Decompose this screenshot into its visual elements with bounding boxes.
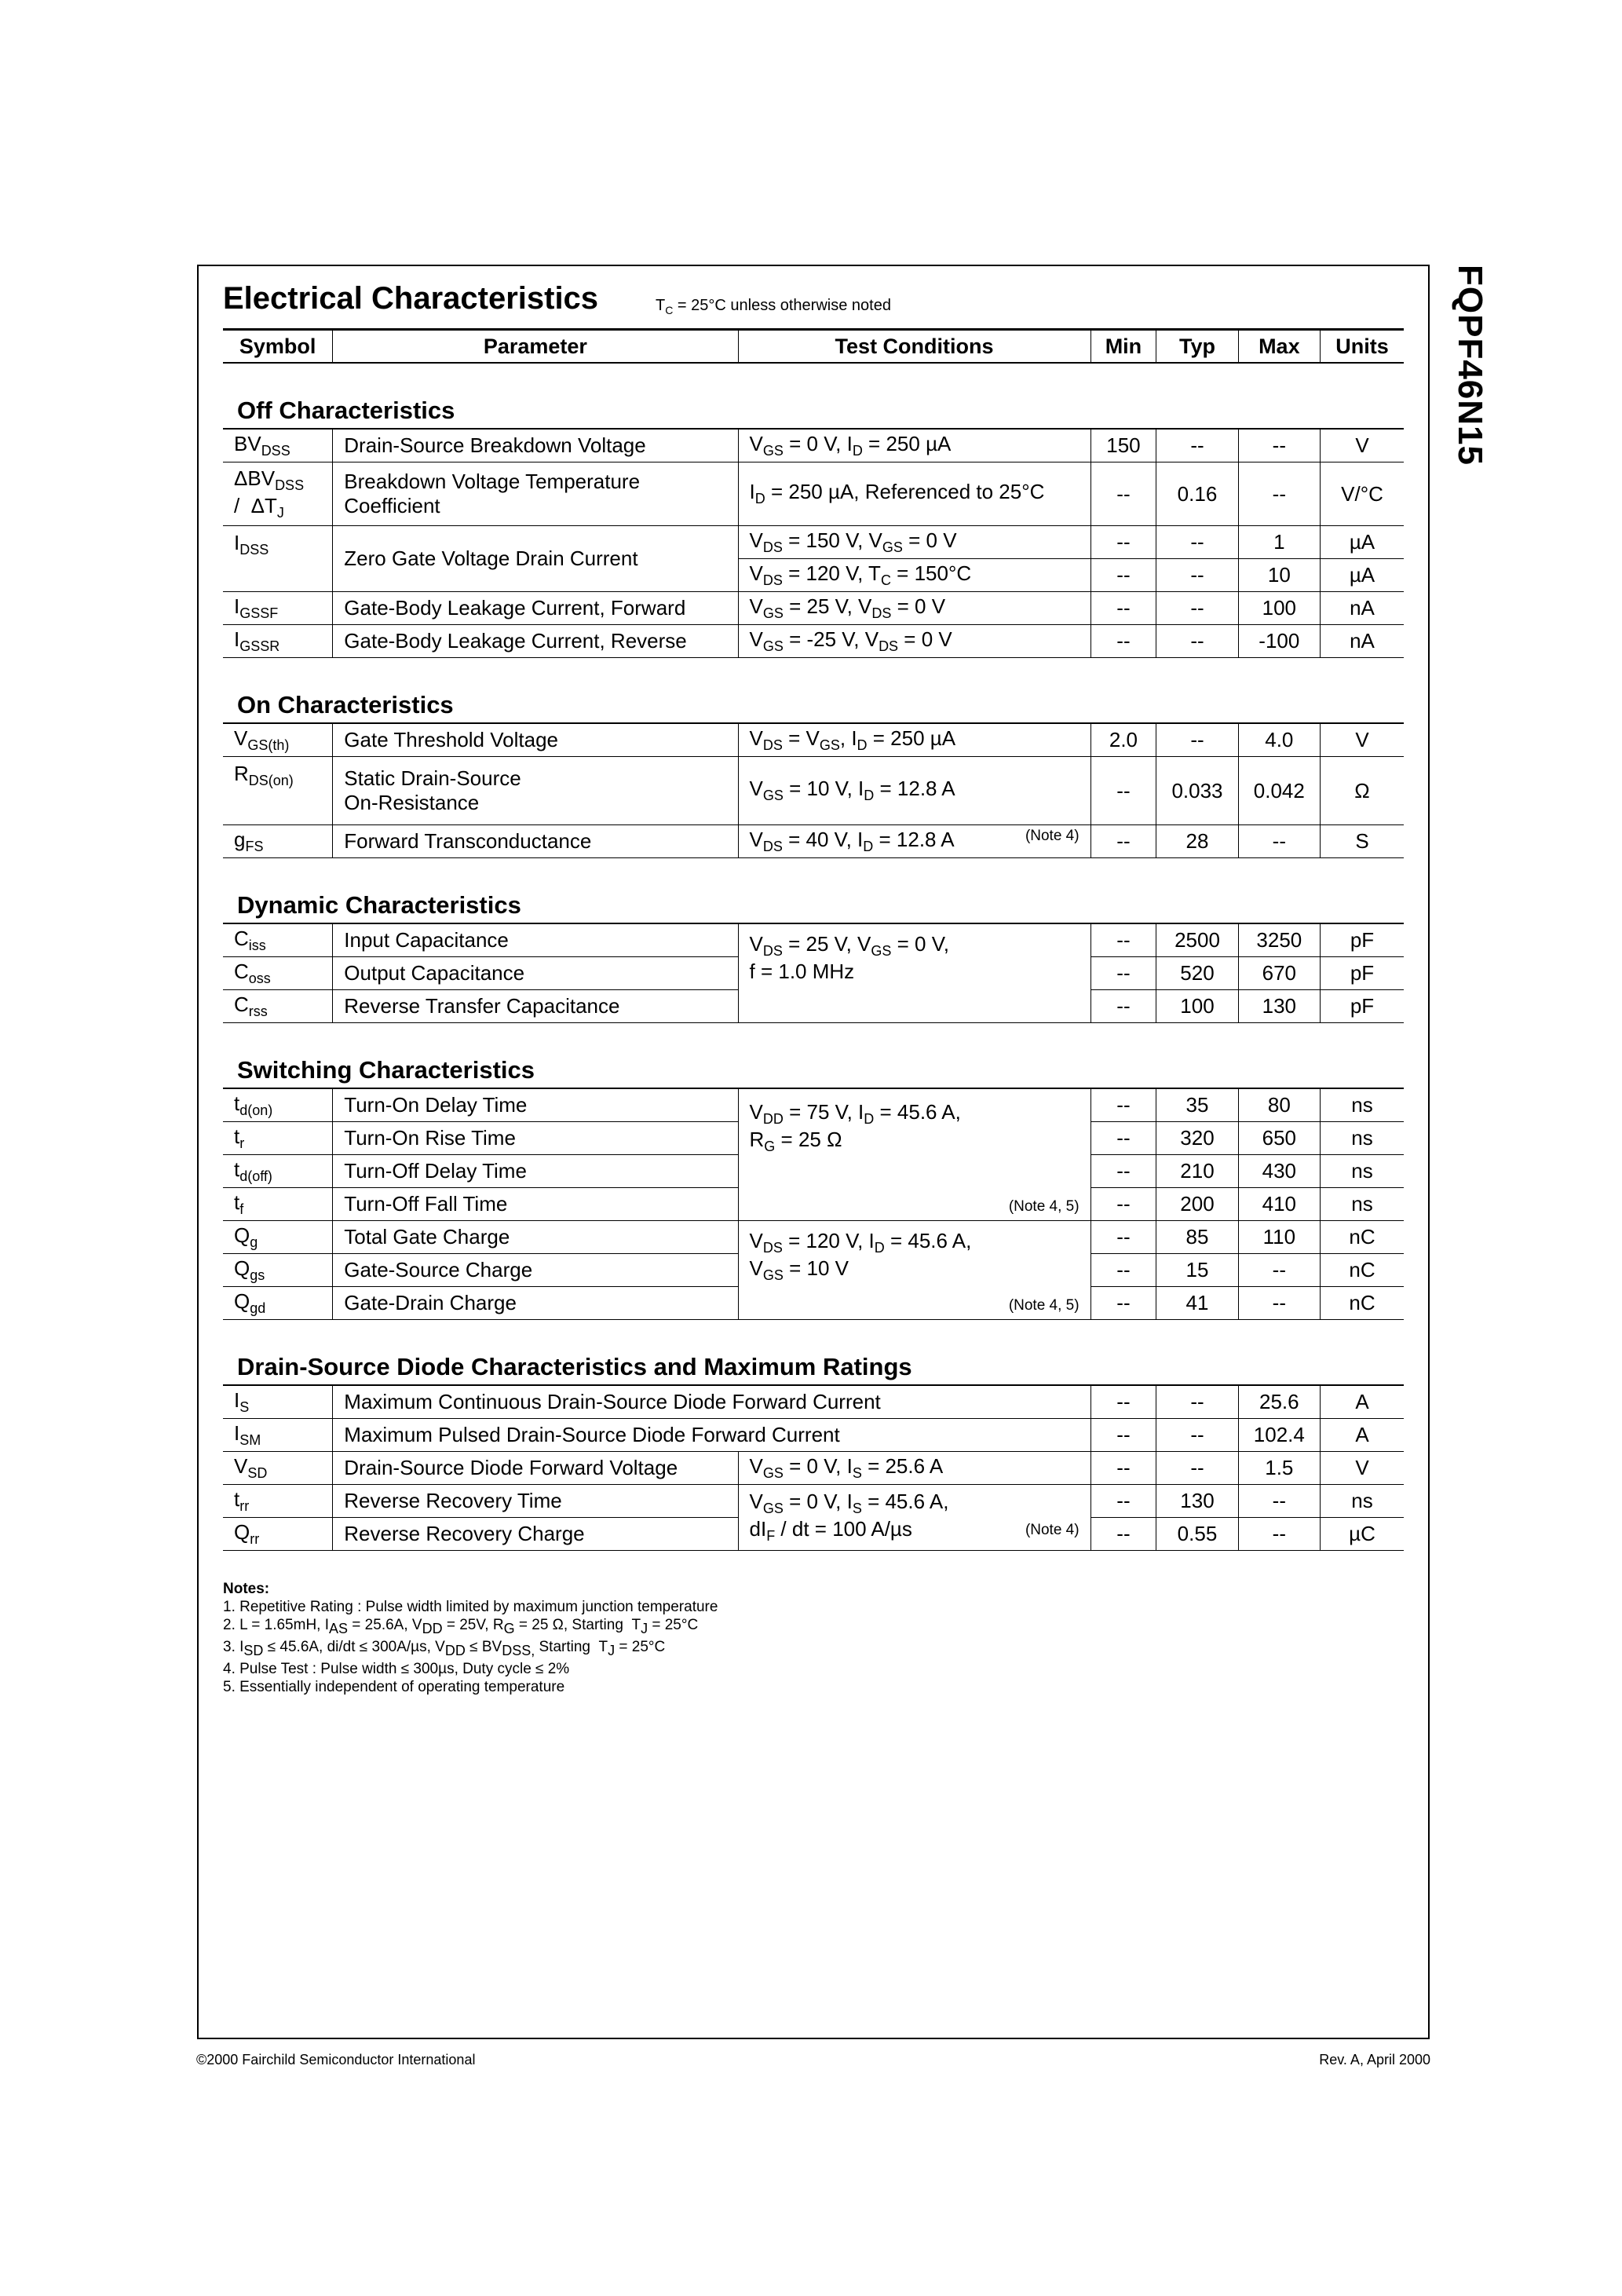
section-heading: On Characteristics [223, 658, 1404, 724]
table-row: $BV_{DSS}$ Drain-Source Breakdown Voltage $V_{GS} = 0$ V, $I_D = 250$ µA 150 -- -- V [223, 429, 1404, 462]
table-row: $t_{rr}$ Reverse Recovery Time $V_{GS} = 0$ V, $I_S = 45.6$ A, $dI_F$ / dt = 100 A/µs (Note 4) -- 130 -- ns [223, 1485, 1404, 1518]
table-row: $C_{rss}$ Reverse Transfer Capacitance -- 100 130 pF [223, 990, 1404, 1023]
note-reference: (Note 4) [1025, 1522, 1080, 1538]
table-row: $Q_g$ Total Gate Charge $V_{DS} = 120$ V, $I_D = 45.6$ A, $V_{GS} = 10$ V (Note 4, 5) -- 85 110 nC [223, 1221, 1404, 1254]
section-heading: Dynamic Characteristics [223, 858, 1404, 924]
note-reference: (Note 4, 5) [1008, 1198, 1080, 1215]
col-min: Min [1090, 330, 1156, 364]
table-row: $\Delta BV_{DSS}$ / $\Delta T_J$ Breakdown Voltage Temperature Coefficient $I_D = 250$ µA, Referenced to 25°C -- 0.16 -- V/°C [223, 462, 1404, 526]
note-item: 2. L = 1.65mH, $I_{AS} = 25.6A$, $V_{DD} = 25V$, $R_G = 25$ Ω, Starting $T_J = 25^\circ C$ [223, 1617, 699, 1636]
notes [223, 1580, 718, 1696]
part-number-vertical: FQPF46N15 [1451, 265, 1489, 466]
page-title: Electrical Characteristics [223, 281, 599, 316]
table-row: $t_f$ Turn-Off Fall Time -- 200 410 ns [223, 1188, 1404, 1221]
note-reference: (Note 4) [1025, 827, 1080, 844]
table-row: $I_{GSSF}$ Gate-Body Leakage Current, Forward $V_{GS} = 25$ V, $V_{DS} = 0$ V -- -- 100 nA [223, 592, 1404, 625]
table-row: $Q_{gd}$ Gate-Drain Charge -- 41 -- nC [223, 1287, 1404, 1320]
table-row: $I_S$ Maximum Continuous Drain-Source Diode Forward Current -- -- 25.6 A [223, 1385, 1404, 1419]
notes-heading: Notes: [223, 1581, 270, 1597]
col-units: Units [1321, 330, 1405, 364]
col-parameter: Parameter [333, 330, 738, 364]
table-row: $Q_{gs}$ Gate-Source Charge -- 15 -- nC [223, 1254, 1404, 1287]
col-max: Max [1238, 330, 1320, 364]
table-row: $V_{SD}$ Drain-Source Diode Forward Voltage $V_{GS} = 0$ V, $I_S = 25.6$ A -- -- 1.5 V [223, 1452, 1404, 1485]
table-row: $I_{SM}$ Maximum Pulsed Drain-Source Diode Forward Current -- -- 102.4 A [223, 1419, 1404, 1452]
table-row: $t_{d(on)}$ Turn-On Delay Time $V_{DD} = 75$ V, $I_D = 45.6$ A, $R_G = 25$ Ω (Note 4, 5) -- 35 80 ns [223, 1088, 1404, 1122]
table-row: $C_{oss}$ Output Capacitance -- 520 670 pF [223, 957, 1404, 990]
col-symbol: Symbol [223, 330, 333, 364]
note-item: 5. Essentially independent of operating temperature [223, 1678, 565, 1695]
note-item: 1. Repetitive Rating : Pulse width limited by maximum junction temperature [223, 1599, 718, 1615]
table-row: $t_{d(off)}$ Turn-Off Delay Time -- 210 430 ns [223, 1155, 1404, 1188]
table-row: $V_{DS} = 120$ V, $T_C = 150^\circ C$ -- -- 10 µA [223, 559, 1404, 592]
temperature-condition-note: $T_C = 25^\circ C$ unless otherwise noted [656, 297, 891, 316]
note-item: 4. Pulse Test : Pulse width ≤ 300µs, Duty cycle ≤ 2% [223, 1660, 570, 1677]
footer-revision: Rev. A, April 2000 [1319, 2052, 1430, 2067]
col-typ: Typ [1156, 330, 1238, 364]
table-row: $V_{GS(th)}$ Gate Threshold Voltage $V_{DS} = V_{GS}$, $I_D = 250$ µA 2.0 -- 4.0 V [223, 723, 1404, 757]
table-row: $R_{DS(on)}$ Static Drain-Source On-Resistance $V_{GS} = 10$ V, $I_D = 12.8$ A -- 0.033 0.042 Ω [223, 757, 1404, 825]
table-header-row [223, 330, 1404, 364]
table-row: $t_r$ Turn-On Rise Time -- 320 650 ns [223, 1122, 1404, 1155]
electrical-characteristics-table [223, 328, 1404, 1551]
table-row: $C_{iss}$ Input Capacitance $V_{DS} = 25$ V, $V_{GS} = 0$ V, f = 1.0 MHz -- 2500 3250 pF [223, 923, 1404, 957]
table-row: $Q_{rr}$ Reverse Recovery Charge -- 0.55 -- µC [223, 1518, 1404, 1551]
table-row: $I_{DSS}$ Zero Gate Voltage Drain Current $V_{DS} = 150$ V, $V_{GS} = 0$ V -- -- 1 µA [223, 526, 1404, 559]
note-item: 3. $I_{SD} \le 45.6A$, di/dt ≤ 300A/µs, $V_{DD} \le BV_{DSS,}$ Starting $T_J = 25^\circ C$ [223, 1638, 666, 1658]
table-row: $I_{GSSR}$ Gate-Body Leakage Current, Reverse $V_{GS} = -25$ V, $V_{DS} = 0$ V -- -- -100 nA [223, 625, 1404, 658]
col-test-conditions: Test Conditions [738, 330, 1090, 364]
footer-copyright: ©2000 Fairchild Semiconductor International [196, 2052, 476, 2067]
section-heading: Off Characteristics [223, 363, 1404, 429]
section-heading: Switching Characteristics [223, 1023, 1404, 1089]
table-row: $g_{FS}$ Forward Transconductance $V_{DS} = 40$ V, $I_D = 12.8$ A (Note 4) -- 28 -- S [223, 825, 1404, 858]
note-reference: (Note 4, 5) [1008, 1297, 1080, 1314]
section-heading: Drain-Source Diode Characteristics and Maximum Ratings [223, 1320, 1404, 1386]
